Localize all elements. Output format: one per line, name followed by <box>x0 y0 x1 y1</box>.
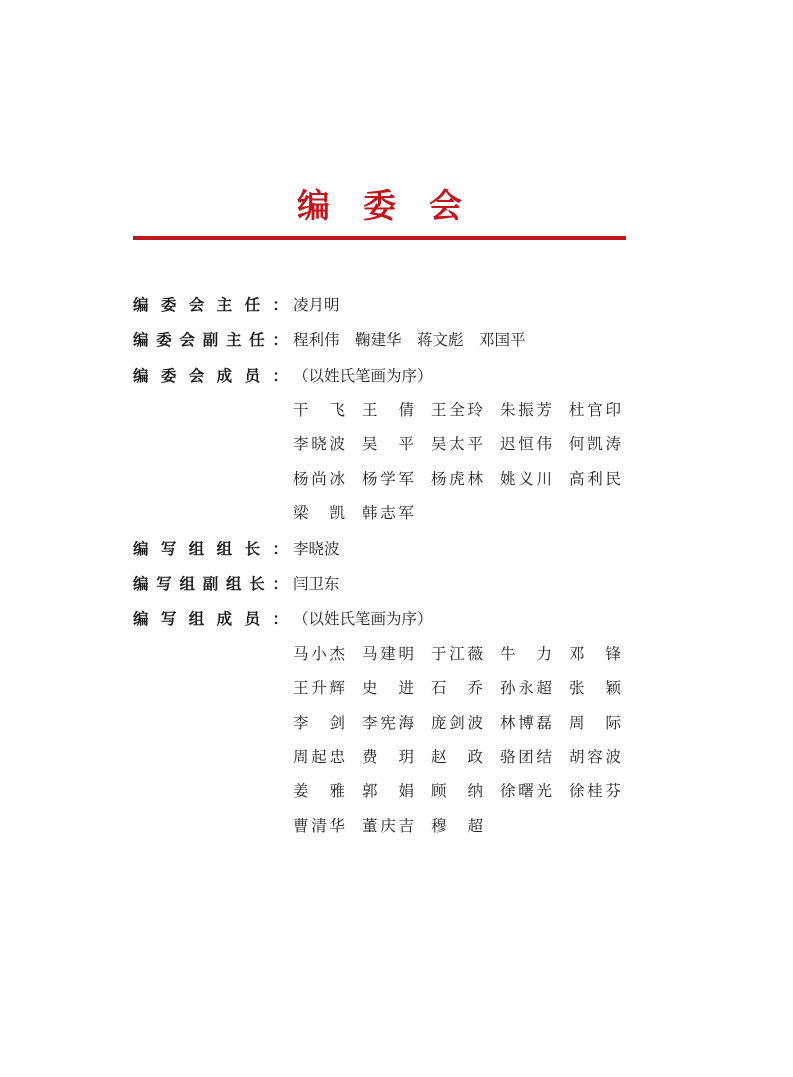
member-name: 李 宪 海 <box>362 713 414 732</box>
member-name: 曹 清 华 <box>293 816 345 835</box>
member-name: 石 乔 <box>431 679 483 698</box>
member-name: 杨 学 军 <box>362 469 414 488</box>
member-name: 顾 纳 <box>431 782 483 801</box>
member-name: 林 博 磊 <box>500 713 552 732</box>
member-name: 吴 太 平 <box>431 435 483 454</box>
member-name: 王 倩 <box>362 401 414 419</box>
member-name: 干 飞 <box>293 401 345 419</box>
section-label: 编 委 会 副 主 任 ： <box>133 331 288 349</box>
member-name: 周 起 忠 <box>293 747 345 766</box>
member-name: 杨 虎 林 <box>431 469 483 488</box>
member-name: 徐 桂 芬 <box>569 782 621 801</box>
member-name: 李 晓 波 <box>293 435 345 454</box>
member-name: 杨 尚 冰 <box>293 469 345 488</box>
member-name: 迟 恒 伟 <box>500 435 552 454</box>
member-name: 杜 官 印 <box>569 401 621 419</box>
member-name: 吴 平 <box>362 435 414 454</box>
section-value: 闫卫东 <box>293 575 340 593</box>
member-name: 朱 振 芳 <box>500 401 552 419</box>
member-name: 邓 锋 <box>569 645 621 663</box>
member-name: 胡 容 波 <box>569 747 621 766</box>
member-name: 穆 超 <box>431 816 483 835</box>
member-name: 郭 娟 <box>362 782 414 801</box>
section-value: （以姓氏笔画为序） <box>293 367 433 385</box>
member-name: 徐 曙 光 <box>500 782 552 801</box>
member-name: 史 进 <box>362 679 414 698</box>
section-value: 凌月明 <box>293 296 340 314</box>
section-value: （以姓氏笔画为序） <box>293 610 433 628</box>
member-name: 马 建 明 <box>362 645 414 663</box>
title-rule <box>133 236 626 240</box>
section-label: 编 委 会 主 任 ： <box>133 296 288 314</box>
member-name: 牛 力 <box>500 645 552 663</box>
member-name: 姜 雅 <box>293 782 345 801</box>
member-name: 李 剑 <box>293 713 345 732</box>
member-name: 董 庆 吉 <box>362 816 414 835</box>
section-label: 编 写 组 组 长 ： <box>133 540 288 558</box>
member-name: 梁 凯 <box>293 503 345 522</box>
member-name: 马 小 杰 <box>293 645 345 663</box>
member-name: 王 全 玲 <box>431 401 483 419</box>
page-title: 编委会 <box>297 186 495 225</box>
member-name: 孙 永 超 <box>500 679 552 698</box>
member-name: 庞 剑 波 <box>431 713 483 732</box>
member-name: 韩 志 军 <box>362 503 414 522</box>
section-label: 编 写 组 成 员 ： <box>133 610 288 628</box>
member-name: 周 际 <box>569 713 621 732</box>
section-value: 李晓波 <box>293 540 340 558</box>
member-name: 赵 政 <box>431 747 483 766</box>
section-value: 程利伟 鞠建华 蒋文彪 邓国平 <box>293 331 526 349</box>
member-name: 何 凯 涛 <box>569 435 621 454</box>
member-name: 王 升 辉 <box>293 679 345 698</box>
member-name: 张 颖 <box>569 679 621 698</box>
section-label: 编 委 会 成 员 ： <box>133 367 288 385</box>
member-name: 高 利 民 <box>569 469 621 488</box>
member-name: 骆 团 结 <box>500 747 552 766</box>
section-label: 编 写 组 副 组 长 ： <box>133 575 288 593</box>
member-name: 于 江 薇 <box>431 645 483 663</box>
member-name: 姚 义 川 <box>500 469 552 488</box>
member-name: 费 玥 <box>362 747 414 766</box>
